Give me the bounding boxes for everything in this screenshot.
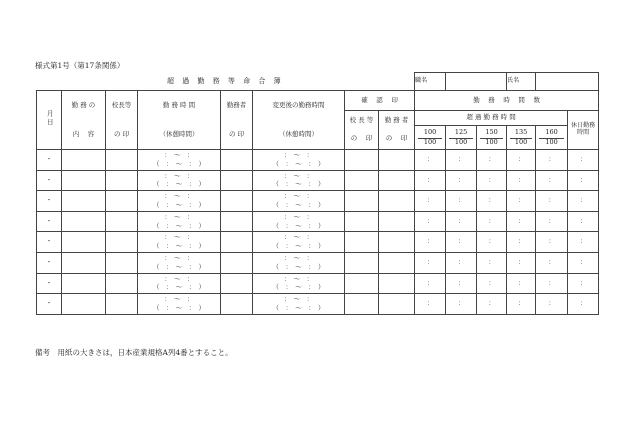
confirm-principal-cell[interactable] bbox=[345, 211, 379, 232]
worker-stamp-cell[interactable] bbox=[221, 294, 253, 315]
hours-cell[interactable]: ： bbox=[446, 252, 477, 273]
hours-cell[interactable]: ： bbox=[446, 211, 477, 232]
changed-hours-cell[interactable]: ： ～ ： （ ： ～ ： ） bbox=[253, 211, 345, 232]
form-label: 様式第1号（第17条関係） bbox=[35, 61, 125, 70]
changed-hours-cell[interactable]: ： ～ ： （ ： ～ ： ） bbox=[253, 232, 345, 253]
hours-cell[interactable]: ： bbox=[477, 150, 507, 171]
hours-cell[interactable]: ： bbox=[507, 191, 536, 212]
hours-cell[interactable]: ： bbox=[536, 232, 568, 253]
hours-cell[interactable]: ： bbox=[568, 150, 599, 171]
hours-cell[interactable]: ： bbox=[507, 170, 536, 191]
work-hours-cell[interactable]: ： ～ ： （ ： ～ ： ） bbox=[138, 252, 221, 273]
table-row bbox=[37, 211, 599, 232]
shimei-label: 氏名 bbox=[507, 73, 536, 91]
work-hours-cell[interactable]: ： ～ ： （ ： ～ ： ） bbox=[138, 232, 221, 253]
principal-stamp-cell[interactable] bbox=[106, 150, 138, 171]
worker-stamp-cell[interactable] bbox=[221, 252, 253, 273]
rate-header-4: 160 100 bbox=[536, 126, 568, 150]
hours-cell[interactable]: ： bbox=[536, 294, 568, 315]
hours-cell[interactable]: ： bbox=[446, 170, 477, 191]
date-cell[interactable]: ・ bbox=[37, 273, 62, 294]
changed-hours-cell[interactable]: ： ～ ： （ ： ～ ： ） bbox=[253, 191, 345, 212]
confirm-worker-cell[interactable] bbox=[379, 252, 415, 273]
principal-stamp-cell[interactable] bbox=[106, 252, 138, 273]
rate-header-0: 100 100 bbox=[415, 126, 446, 150]
shimei-field[interactable] bbox=[536, 73, 599, 91]
date-cell[interactable]: ・ bbox=[37, 211, 62, 232]
hours-cell[interactable]: ： bbox=[415, 232, 446, 253]
confirm-worker-cell[interactable] bbox=[379, 294, 415, 315]
changed-hours-cell[interactable]: ： ～ ： （ ： ～ ： ） bbox=[253, 252, 345, 273]
ledger-title: 超 過 勤 務 等 命 合 簿 bbox=[37, 73, 415, 91]
changed-hours-cell[interactable]: ： ～ ： （ ： ～ ： ） bbox=[253, 150, 345, 171]
table-row bbox=[37, 273, 599, 294]
worker-stamp-header: 勤務者 の 印 bbox=[221, 91, 253, 150]
hours-count-header: 勤 務 時 間 数 bbox=[415, 91, 599, 111]
principal-stamp-header: 校長等 の 印 bbox=[106, 91, 138, 150]
confirm-worker-cell[interactable] bbox=[379, 150, 415, 171]
confirm-worker-cell[interactable] bbox=[379, 211, 415, 232]
worker-stamp-cell[interactable] bbox=[221, 273, 253, 294]
hours-cell[interactable]: ： bbox=[415, 273, 446, 294]
hours-cell[interactable]: ： bbox=[446, 232, 477, 253]
principal-stamp-cell[interactable] bbox=[106, 191, 138, 212]
work-hours-cell[interactable]: ： ～ ： （ ： ～ ： ） bbox=[138, 294, 221, 315]
worker-stamp-cell[interactable] bbox=[221, 211, 253, 232]
confirm-principal-cell[interactable] bbox=[345, 273, 379, 294]
hours-cell[interactable]: ： bbox=[536, 150, 568, 171]
rate-header-3: 135 100 bbox=[507, 126, 536, 150]
changed-hours-cell[interactable]: ： ～ ： （ ： ～ ： ） bbox=[253, 273, 345, 294]
duty-cell[interactable] bbox=[62, 252, 106, 273]
changed-hours-cell[interactable]: ： ～ ： （ ： ～ ： ） bbox=[253, 170, 345, 191]
hours-cell[interactable]: ： bbox=[507, 252, 536, 273]
confirm-worker-cell[interactable] bbox=[379, 273, 415, 294]
work-hours-cell[interactable]: ： ～ ： （ ： ～ ： ） bbox=[138, 191, 221, 212]
rate-header-2: 150 100 bbox=[477, 126, 507, 150]
hours-cell[interactable]: ： bbox=[507, 232, 536, 253]
confirm-principal-cell[interactable] bbox=[345, 232, 379, 253]
confirm-worker-header: 勤 務 者 の 印 bbox=[379, 111, 415, 150]
hours-cell[interactable]: ： bbox=[477, 273, 507, 294]
table-row bbox=[37, 252, 599, 273]
confirm-worker-cell[interactable] bbox=[379, 232, 415, 253]
confirm-principal-cell[interactable] bbox=[345, 170, 379, 191]
hours-cell[interactable]: ： bbox=[446, 294, 477, 315]
date-cell[interactable]: ・ bbox=[37, 252, 62, 273]
hours-cell[interactable]: ： bbox=[446, 273, 477, 294]
confirm-principal-header: 校 長 等 の 印 bbox=[345, 111, 379, 150]
hours-cell[interactable]: ： bbox=[446, 191, 477, 212]
shokumei-label: 職名 bbox=[415, 73, 446, 91]
overtime-hours-header: 超 過 勤 務 時 間 bbox=[415, 111, 568, 126]
confirm-worker-cell[interactable] bbox=[379, 191, 415, 212]
confirm-worker-cell[interactable] bbox=[379, 170, 415, 191]
changed-hours-cell[interactable]: ： ～ ： （ ： ～ ： ） bbox=[253, 294, 345, 315]
work-hours-cell[interactable]: ： ～ ： （ ： ～ ： ） bbox=[138, 211, 221, 232]
duty-cell[interactable] bbox=[62, 294, 106, 315]
duty-cell[interactable] bbox=[62, 273, 106, 294]
table-row bbox=[37, 150, 599, 171]
hours-cell[interactable]: ： bbox=[507, 150, 536, 171]
confirm-stamp-header: 確 認 印 bbox=[345, 91, 415, 111]
confirm-principal-cell[interactable] bbox=[345, 191, 379, 212]
principal-stamp-cell[interactable] bbox=[106, 294, 138, 315]
hours-cell[interactable]: ： bbox=[568, 232, 599, 253]
principal-stamp-cell[interactable] bbox=[106, 170, 138, 191]
hours-cell[interactable]: ： bbox=[446, 150, 477, 171]
confirm-principal-cell[interactable] bbox=[345, 294, 379, 315]
hours-cell[interactable]: ： bbox=[415, 170, 446, 191]
hours-cell[interactable]: ： bbox=[477, 211, 507, 232]
worker-stamp-cell[interactable] bbox=[221, 232, 253, 253]
hours-cell[interactable]: ： bbox=[477, 170, 507, 191]
hours-cell[interactable]: ： bbox=[415, 252, 446, 273]
overtime-order-ledger bbox=[36, 72, 599, 315]
work-hours-header: 勤 務 時 間 （休憩時間） bbox=[138, 91, 221, 150]
date-cell[interactable]: ・ bbox=[37, 294, 62, 315]
hours-cell[interactable]: ： bbox=[536, 170, 568, 191]
hours-cell[interactable]: ： bbox=[536, 252, 568, 273]
table-row bbox=[37, 170, 599, 191]
duty-cell[interactable] bbox=[62, 191, 106, 212]
duty-cell[interactable] bbox=[62, 232, 106, 253]
hours-cell[interactable]: ： bbox=[507, 273, 536, 294]
hours-cell[interactable]: ： bbox=[536, 211, 568, 232]
shokumei-field[interactable] bbox=[446, 73, 507, 91]
hours-cell[interactable]: ： bbox=[568, 191, 599, 212]
duty-cell[interactable] bbox=[62, 170, 106, 191]
table-row bbox=[37, 294, 599, 315]
hours-cell[interactable]: ： bbox=[415, 150, 446, 171]
hours-cell[interactable]: ： bbox=[568, 294, 599, 315]
worker-stamp-cell[interactable] bbox=[221, 150, 253, 171]
duty-cell[interactable] bbox=[62, 150, 106, 171]
confirm-principal-cell[interactable] bbox=[345, 150, 379, 171]
hours-cell[interactable]: ： bbox=[568, 211, 599, 232]
date-cell[interactable]: ・ bbox=[37, 191, 62, 212]
date-cell[interactable]: ・ bbox=[37, 232, 62, 253]
worker-stamp-cell[interactable] bbox=[221, 170, 253, 191]
holiday-hours-header: 休日勤務時間 bbox=[568, 111, 599, 150]
date-cell[interactable]: ・ bbox=[37, 170, 62, 191]
month-day-header: 月日 bbox=[37, 91, 62, 150]
work-hours-cell[interactable]: ： ～ ： （ ： ～ ： ） bbox=[138, 170, 221, 191]
hours-cell[interactable]: ： bbox=[568, 273, 599, 294]
duty-cell[interactable] bbox=[62, 211, 106, 232]
hours-cell[interactable]: ： bbox=[568, 252, 599, 273]
hours-cell[interactable]: ： bbox=[415, 211, 446, 232]
rate-header-1: 125 100 bbox=[446, 126, 477, 150]
principal-stamp-cell[interactable] bbox=[106, 232, 138, 253]
hours-cell[interactable]: ： bbox=[477, 232, 507, 253]
hours-cell[interactable]: ： bbox=[477, 252, 507, 273]
duty-header: 勤 務 の 内 容 bbox=[62, 91, 106, 150]
hours-cell[interactable]: ： bbox=[477, 294, 507, 315]
hours-cell[interactable]: ： bbox=[536, 273, 568, 294]
changed-hours-header: 変更後の勤務時間 （休憩時間） bbox=[253, 91, 345, 150]
work-hours-cell[interactable]: ： ～ ： （ ： ～ ： ） bbox=[138, 150, 221, 171]
hours-cell[interactable]: ： bbox=[536, 191, 568, 212]
hours-cell[interactable]: ： bbox=[477, 191, 507, 212]
work-hours-cell[interactable]: ： ～ ： （ ： ～ ： ） bbox=[138, 273, 221, 294]
hours-cell[interactable]: ： bbox=[507, 211, 536, 232]
worker-stamp-cell[interactable] bbox=[221, 191, 253, 212]
table-row bbox=[37, 191, 599, 212]
hours-cell[interactable]: ： bbox=[568, 170, 599, 191]
principal-stamp-cell[interactable] bbox=[106, 273, 138, 294]
date-cell[interactable]: ・ bbox=[37, 150, 62, 171]
principal-stamp-cell[interactable] bbox=[106, 211, 138, 232]
hours-cell[interactable]: ： bbox=[415, 294, 446, 315]
hours-cell[interactable]: ： bbox=[415, 191, 446, 212]
confirm-principal-cell[interactable] bbox=[345, 252, 379, 273]
table-row bbox=[37, 232, 599, 253]
hours-cell[interactable]: ： bbox=[507, 294, 536, 315]
note: 備考 用紙の大きさは，日本産業規格A列4番とすること。 bbox=[35, 348, 233, 357]
